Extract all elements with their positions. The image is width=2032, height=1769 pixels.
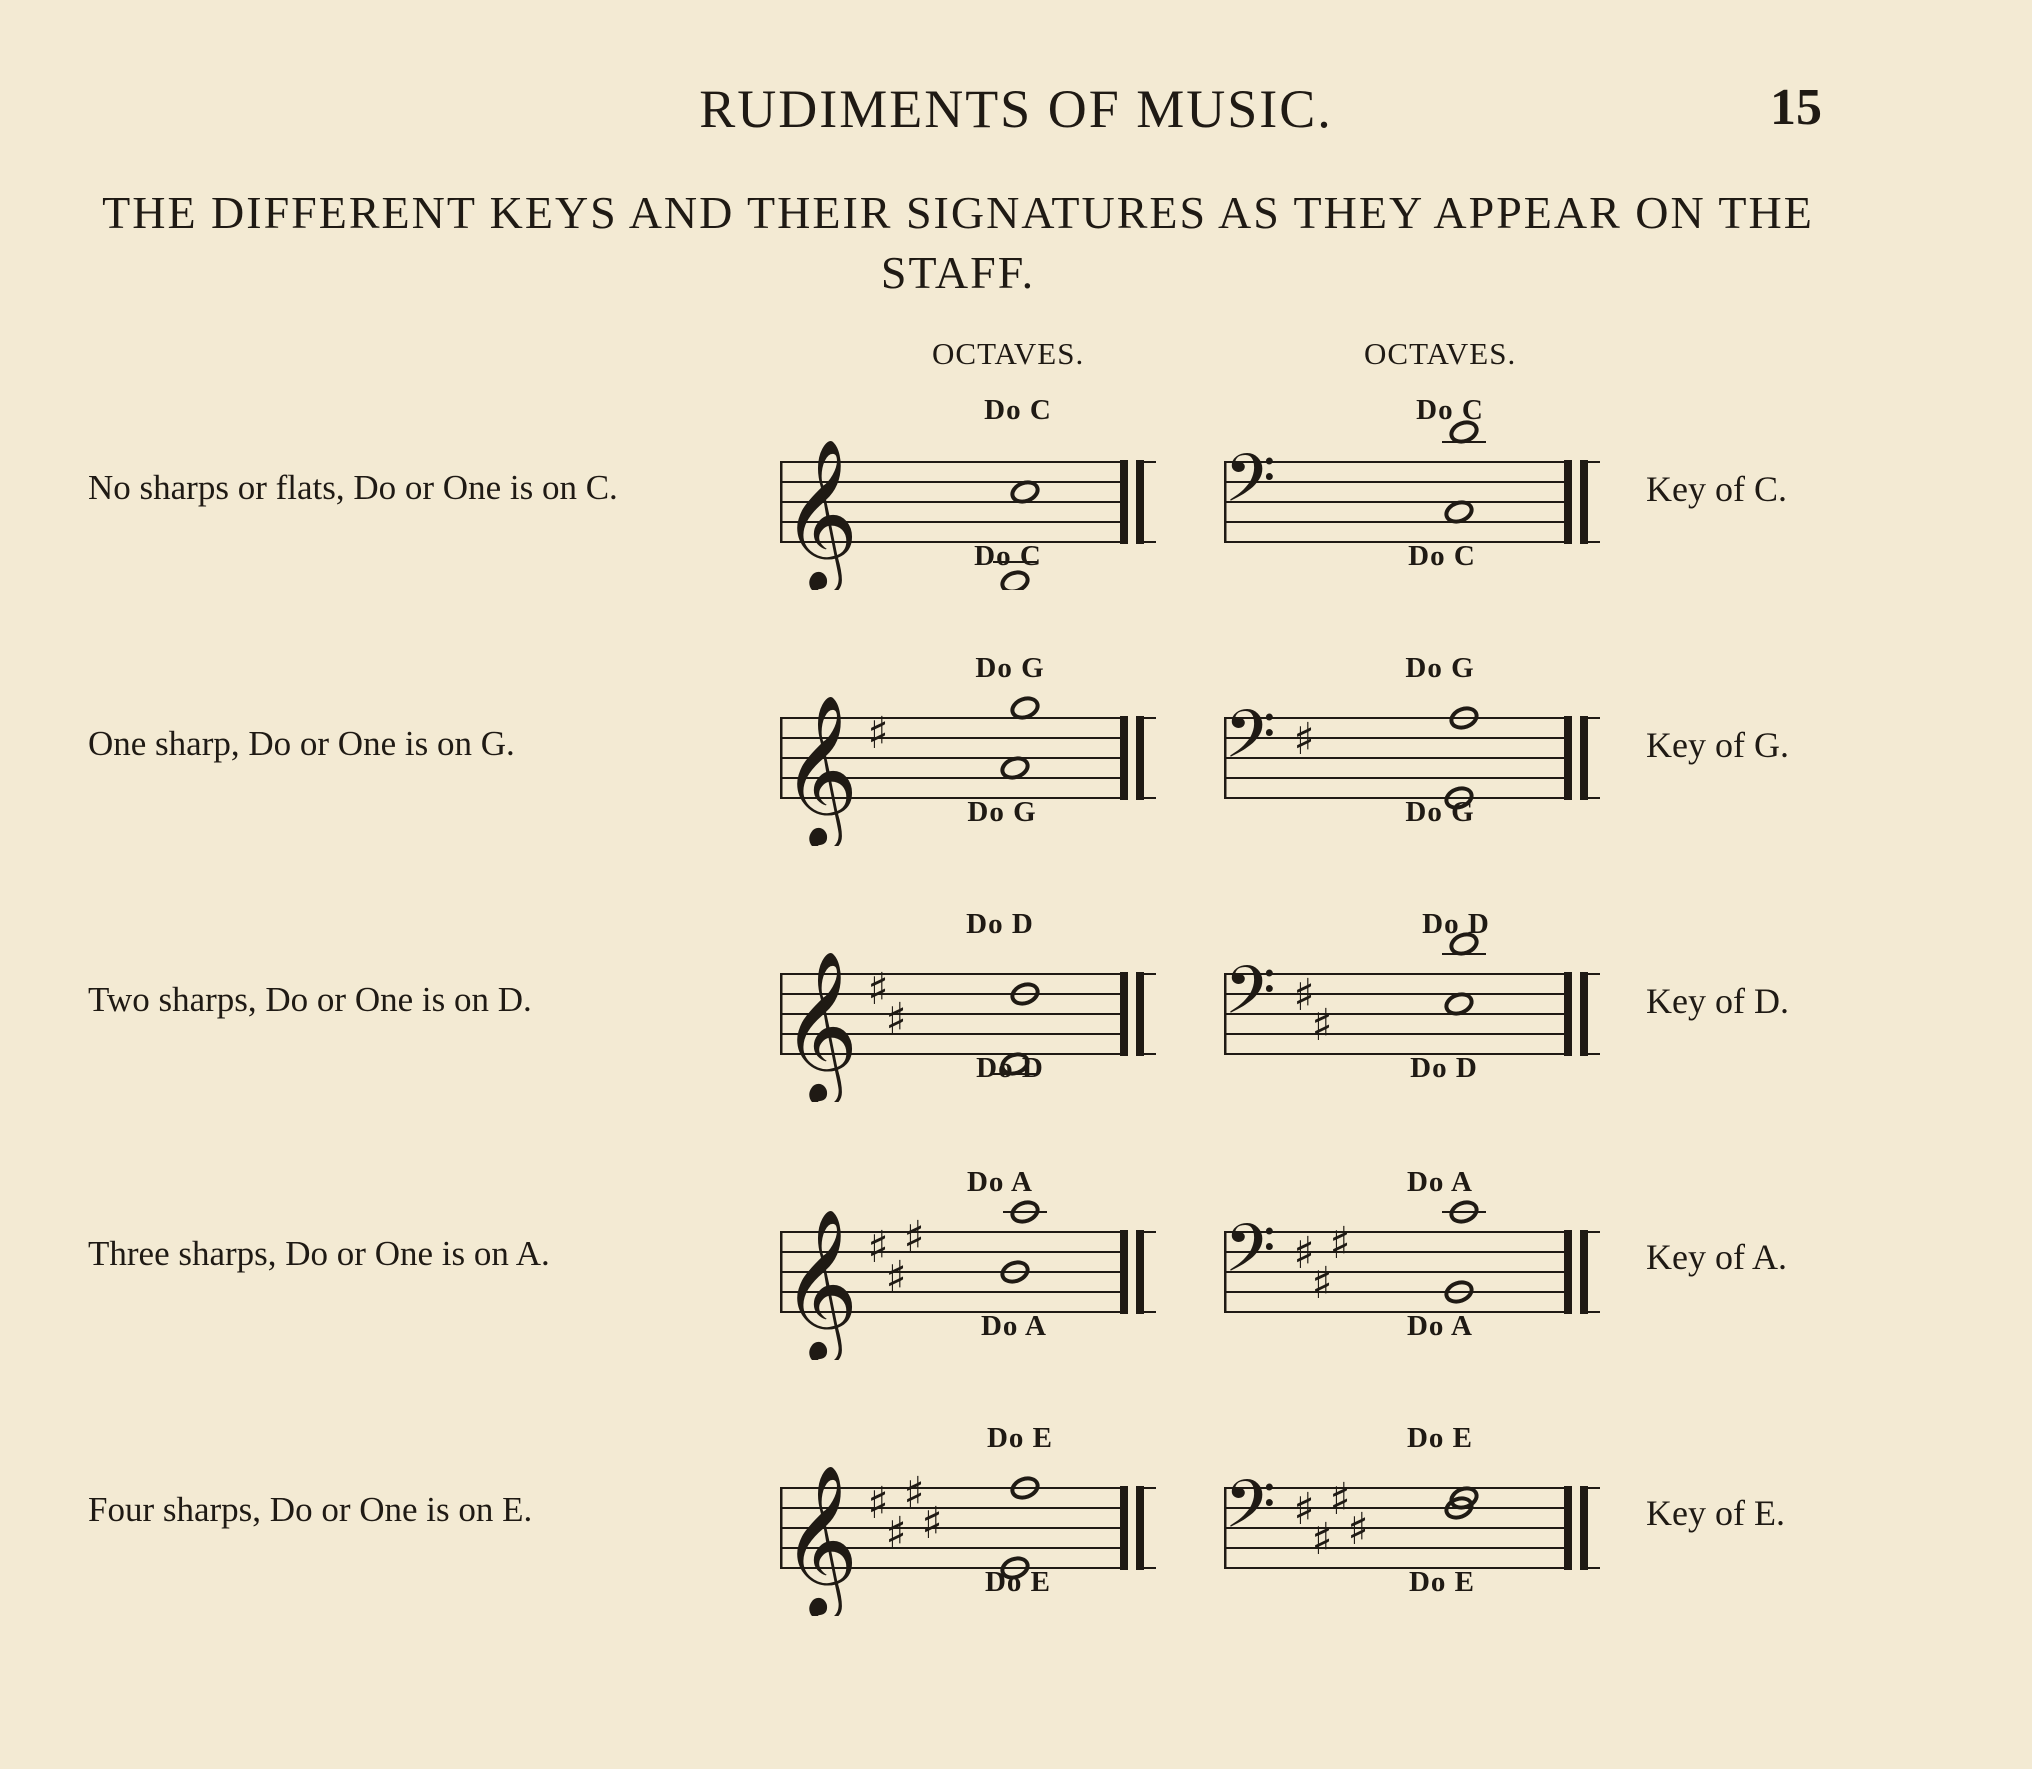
sharp-sign: ♯ bbox=[867, 1478, 889, 1529]
sharp-sign: ♯ bbox=[867, 1222, 889, 1273]
sharp-sign: ♯ bbox=[885, 1508, 907, 1559]
row-description: Three sharps, Do or One is on A. bbox=[88, 1234, 550, 1273]
double-bar-thick bbox=[1120, 1230, 1128, 1314]
bass-bottom-label: Do E bbox=[1408, 1566, 1476, 1598]
bass-clef-icon: 𝄢 bbox=[1224, 1466, 1276, 1559]
treble-bottom-label: Do C bbox=[974, 540, 1042, 572]
sharp-sign: ♯ bbox=[1293, 1228, 1315, 1279]
treble-staff-drawing bbox=[780, 1446, 1170, 1616]
row-key: Key of G. bbox=[1646, 725, 1789, 765]
sharp-sign: ♯ bbox=[885, 994, 907, 1045]
double-bar-thick bbox=[1136, 716, 1144, 800]
sharp-sign: ♯ bbox=[921, 1498, 943, 1549]
double-bar-thick bbox=[1120, 716, 1128, 800]
treble-staff bbox=[780, 676, 1170, 846]
sharp-sign: ♯ bbox=[1311, 1258, 1333, 1309]
treble-top-label: Do D bbox=[966, 908, 1034, 940]
sharp-sign: ♯ bbox=[1293, 970, 1315, 1021]
treble-staff-drawing bbox=[780, 932, 1170, 1102]
double-bar-thick bbox=[1564, 460, 1572, 544]
treble-top-label: Do C bbox=[984, 394, 1052, 426]
bass-staff-drawing bbox=[1224, 420, 1614, 590]
treble-clef-icon: 𝄞 bbox=[781, 949, 859, 1101]
double-bar-thick bbox=[1136, 1486, 1144, 1570]
double-bar-thick bbox=[1564, 972, 1572, 1056]
treble-clef-icon: 𝄞 bbox=[781, 1463, 859, 1615]
sharp-sign: ♯ bbox=[1311, 1514, 1333, 1565]
bass-bottom-label: Do C bbox=[1408, 540, 1476, 572]
sharp-sign: ♯ bbox=[867, 964, 889, 1015]
bass-top-label: Do E bbox=[1406, 1422, 1474, 1454]
bass-staff bbox=[1224, 676, 1614, 846]
double-bar-thick bbox=[1580, 716, 1588, 800]
sharp-sign: ♯ bbox=[867, 708, 889, 759]
treble-top-label: Do A bbox=[966, 1166, 1034, 1198]
row-description: No sharps or flats, Do or One is on C. bbox=[88, 468, 618, 507]
sharp-sign: ♯ bbox=[1293, 714, 1315, 765]
sharp-sign: ♯ bbox=[903, 1468, 925, 1519]
row-description: Two sharps, Do or One is on D. bbox=[88, 980, 532, 1019]
sharp-sign: ♯ bbox=[903, 1212, 925, 1263]
sharp-sign: ♯ bbox=[1329, 1218, 1351, 1269]
treble-staff-drawing bbox=[780, 676, 1170, 846]
treble-bottom-label: Do E bbox=[984, 1566, 1052, 1598]
double-bar-thick bbox=[1120, 1486, 1128, 1570]
bass-staff-drawing bbox=[1224, 676, 1614, 846]
bass-staff bbox=[1224, 420, 1614, 590]
treble-octaves-label: OCTAVES. bbox=[932, 336, 1085, 371]
bass-staff bbox=[1224, 1190, 1614, 1360]
row-key: Key of A. bbox=[1646, 1237, 1787, 1277]
bass-octaves-label: OCTAVES. bbox=[1364, 336, 1517, 371]
row-key: Key of D. bbox=[1646, 981, 1789, 1021]
bass-clef-icon: 𝄢 bbox=[1224, 696, 1276, 789]
bass-top-label: Do A bbox=[1406, 1166, 1474, 1198]
double-bar-thick bbox=[1136, 460, 1144, 544]
bass-top-label: Do C bbox=[1416, 394, 1484, 426]
bass-staff bbox=[1224, 932, 1614, 1102]
row-key: Key of E. bbox=[1646, 1493, 1785, 1533]
bass-staff-drawing bbox=[1224, 1446, 1614, 1616]
treble-staff bbox=[780, 932, 1170, 1102]
double-bar-thick bbox=[1580, 1486, 1588, 1570]
bass-staff-drawing bbox=[1224, 932, 1614, 1102]
bass-bottom-label: Do A bbox=[1406, 1310, 1474, 1342]
double-bar-thick bbox=[1136, 1230, 1144, 1314]
bass-clef-icon: 𝄢 bbox=[1224, 952, 1276, 1045]
row-key: Key of C. bbox=[1646, 469, 1787, 509]
treble-staff bbox=[780, 1190, 1170, 1360]
double-bar-thick bbox=[1564, 1230, 1572, 1314]
bass-bottom-label: Do G bbox=[1405, 796, 1475, 828]
sharp-sign: ♯ bbox=[1329, 1474, 1351, 1525]
sharp-sign: ♯ bbox=[1347, 1504, 1369, 1555]
treble-clef-icon: 𝄞 bbox=[781, 437, 859, 589]
bass-staff-drawing bbox=[1224, 1190, 1614, 1360]
double-bar-thick bbox=[1580, 460, 1588, 544]
double-bar-thick bbox=[1580, 1230, 1588, 1314]
bass-top-label: Do G bbox=[1405, 652, 1475, 684]
bass-clef-icon: 𝄢 bbox=[1224, 440, 1276, 533]
double-bar-thick bbox=[1120, 460, 1128, 544]
treble-staff-drawing bbox=[780, 420, 1170, 590]
treble-bottom-label: Do A bbox=[980, 1310, 1048, 1342]
double-bar-thick bbox=[1120, 972, 1128, 1056]
double-bar-thick bbox=[1564, 716, 1572, 800]
treble-top-label: Do G bbox=[975, 652, 1045, 684]
double-bar-thick bbox=[1564, 1486, 1572, 1570]
row-description: Four sharps, Do or One is on E. bbox=[88, 1490, 533, 1529]
bass-clef-icon: 𝄢 bbox=[1224, 1210, 1276, 1303]
treble-bottom-label: Do G bbox=[967, 796, 1037, 828]
bass-bottom-label: Do D bbox=[1410, 1052, 1478, 1084]
sharp-sign: ♯ bbox=[1311, 1000, 1333, 1051]
treble-clef-icon: 𝄞 bbox=[781, 1207, 859, 1359]
double-bar-thick bbox=[1580, 972, 1588, 1056]
treble-bottom-note bbox=[1000, 569, 1031, 590]
treble-staff bbox=[780, 420, 1170, 590]
bass-top-label: Do D bbox=[1422, 908, 1490, 940]
sharp-sign: ♯ bbox=[1293, 1484, 1315, 1535]
running-header: RUDIMENTS OF MUSIC. bbox=[699, 79, 1333, 139]
treble-bottom-label: Do D bbox=[976, 1052, 1044, 1084]
page-number: 15 bbox=[1770, 79, 1822, 136]
treble-staff bbox=[780, 1446, 1170, 1616]
row-description: One sharp, Do or One is on G. bbox=[88, 724, 515, 763]
sharp-sign: ♯ bbox=[885, 1252, 907, 1303]
treble-top-label: Do E bbox=[986, 1422, 1054, 1454]
bass-staff bbox=[1224, 1446, 1614, 1616]
double-bar-thick bbox=[1136, 972, 1144, 1056]
treble-clef-icon: 𝄞 bbox=[781, 693, 859, 845]
treble-staff-drawing bbox=[780, 1190, 1170, 1360]
section-heading: THE DIFFERENT KEYS AND THEIR SIGNATURES AS THEY APPEAR ON THE STAFF. bbox=[102, 187, 1814, 298]
